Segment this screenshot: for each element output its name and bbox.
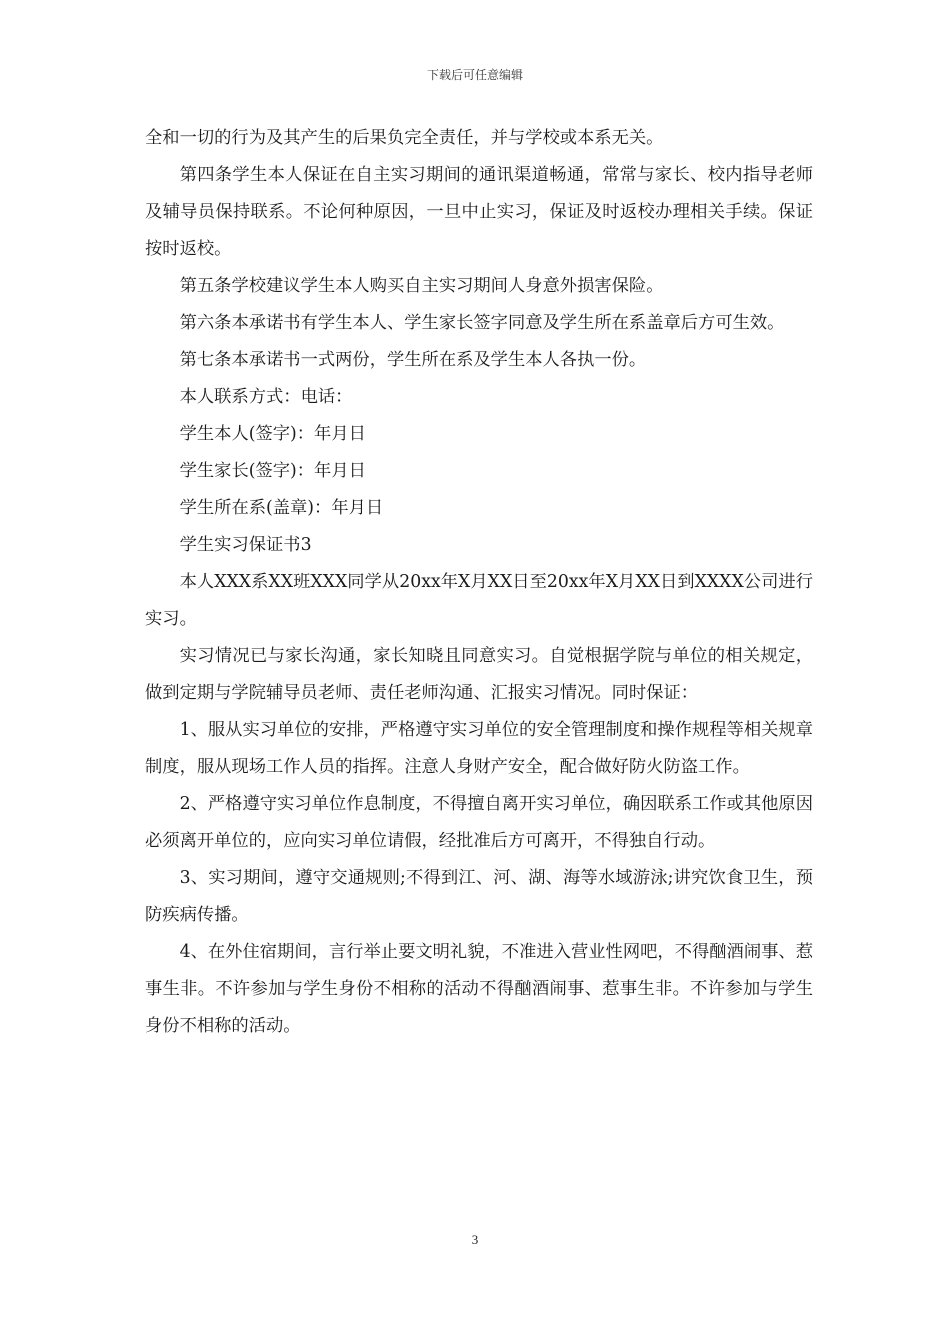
paragraph: 第七条本承诺书一式两份，学生所在系及学生本人各执一份。: [179, 350, 647, 370]
paragraph: 学生所在系(盖章)：年月日: [179, 498, 384, 518]
document-body: [145, 120, 813, 1045]
paragraph: 学生实习保证书3: [179, 535, 312, 555]
paragraph: 4、在外住宿期间，言行举止要文明礼貌，不准进入营业性网吧，不得酗酒闹事、惹事生非。不许参加与学生身份不相称的活动不得酗酒闹事、惹事生非。不许参加与学生身份不相称的活动。: [145, 942, 813, 1036]
page-number: 3: [471, 1232, 479, 1247]
paragraph: 本人XXX系XX班XXX同学从20xx年X月XX日至20xx年X月XX日到XXXX公司进行实习。: [145, 572, 813, 629]
paragraph: 第四条学生本人保证在自主实习期间的通讯渠道畅通，常常与家长、校内指导老师及辅导员保持联系。不论何种原因，一旦中止实习，保证及时返校办理相关手续。保证按时返校。: [145, 165, 813, 259]
paragraph: 第六条本承诺书有学生本人、学生家长签字同意及学生所在系盖章后方可生效。: [179, 313, 785, 333]
paragraph: 全和一切的行为及其产生的后果负完全责任，并与学校或本系无关。: [145, 128, 664, 148]
paragraph: 3、实习期间，遵守交通规则;不得到江、河、湖、海等水域游泳;讲究饮食卫生，预防疾病传播。: [145, 868, 813, 925]
page-header: 下载后可任意编辑: [426, 68, 523, 82]
paragraph: 2、严格遵守实习单位作息制度，不得擅自离开实习单位，确因联系工作或其他原因必须离开单位的，应向实习单位请假，经批准后方可离开，不得独自行动。: [145, 794, 813, 851]
paragraph: 1、服从实习单位的安排，严格遵守实习单位的安全管理制度和操作规程等相关规章制度，服从现场工作人员的指挥。注意人身财产安全，配合做好防火防盗工作。: [145, 720, 813, 777]
paragraph: 学生本人(签字)：年月日: [179, 424, 366, 444]
paragraph: 第五条学校建议学生本人购买自主实习期间人身意外损害保险。: [179, 276, 664, 296]
paragraph: 学生家长(签字)：年月日: [179, 461, 366, 481]
paragraph: 实习情况已与家长沟通，家长知晓且同意实习。自觉根据学院与单位的相关规定，做到定期与学院辅导员老师、责任老师沟通、汇报实习情况。同时保证：: [145, 646, 813, 703]
paragraph: 本人联系方式：电话：: [179, 387, 353, 407]
